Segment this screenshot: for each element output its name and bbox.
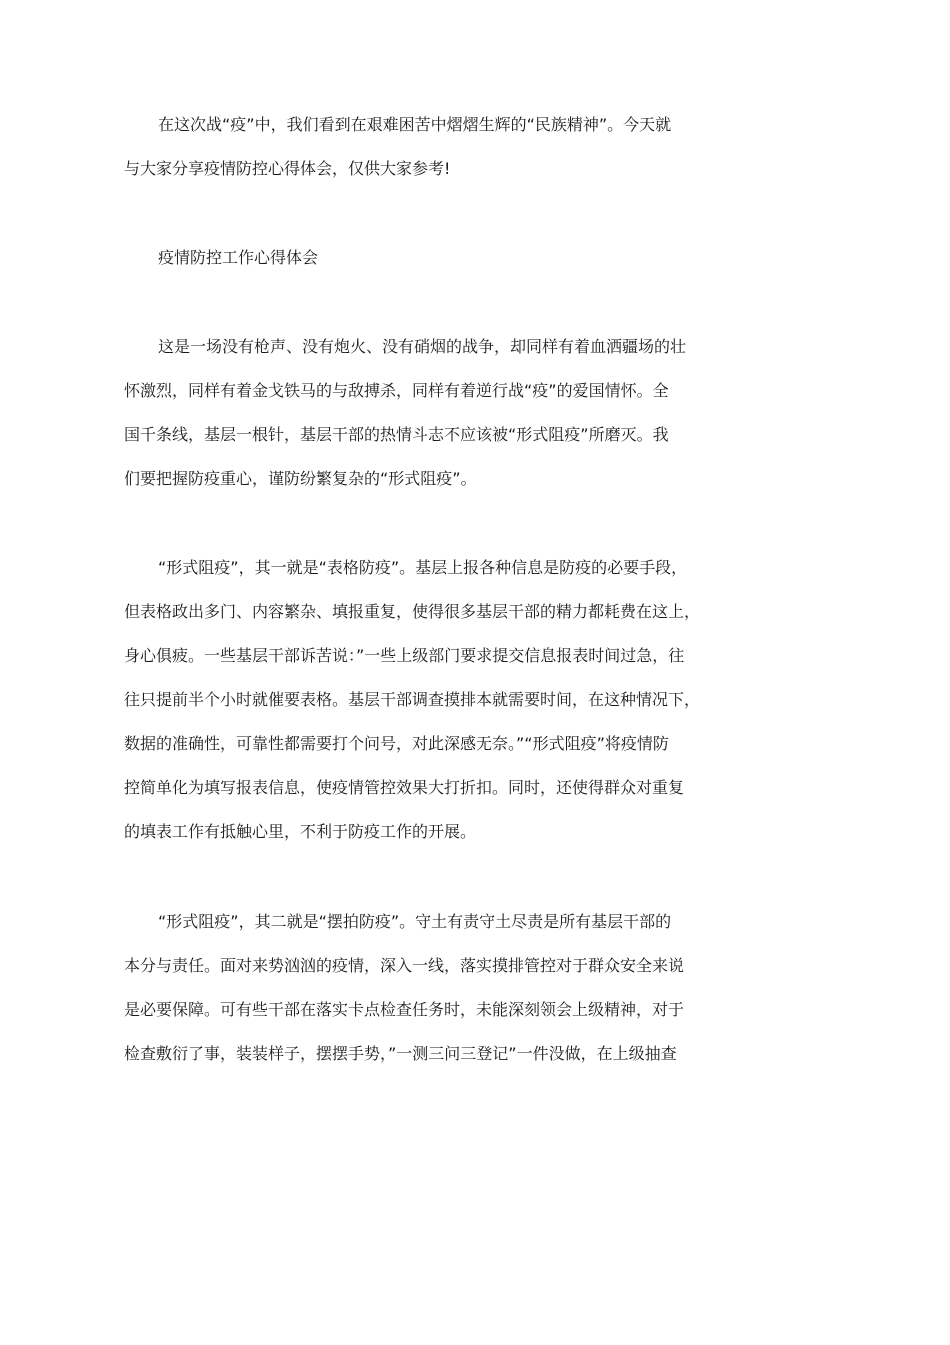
paragraph-line: 们要把握防疫重心，谨防纷繁复杂的“形式阻疫”。 [124, 469, 477, 488]
paragraph-line: 怀激烈，同样有着金戈铁马的与敌搏杀，同样有着逆行战“疫”的爱国情怀。全 [124, 381, 669, 400]
paragraph-line: “形式阻疫”，其一就是“表格防疫”。基层上报各种信息是防疫的必要手段， [158, 558, 688, 577]
body-paragraph-2 [124, 546, 724, 854]
paragraph-line: 与大家分享疫情防控心得体会，仅供大家参考! [124, 159, 451, 178]
paragraph-line: 在这次战“疫”中，我们看到在艰难困苦中熠熠生辉的“民族精神”。今天就 [158, 115, 672, 134]
paragraph-line: 的填表工作有抵触心里，不利于防疫工作的开展。 [124, 822, 477, 841]
body-paragraph-1 [124, 325, 724, 501]
section-title [124, 236, 724, 280]
paragraph-line: 控简单化为填写报表信息，使疫情管控效果大打折扣。同时，还使得群众对重复 [124, 778, 685, 797]
paragraph-line: 国千条线，基层一根针，基层干部的热情斗志不应该被“形式阻疫”所磨灭。我 [124, 425, 669, 444]
paragraph-line: “形式阻疫”，其二就是“摆拍防疫”。守土有责守土尽责是所有基层干部的 [158, 912, 672, 931]
paragraph-line: 身心俱疲。一些基层干部诉苦说：”一些上级部门要求提交信息报表时间过急，往 [124, 646, 685, 665]
section-title-text: 疫情防控工作心得体会 [158, 248, 319, 267]
paragraph-line: 是必要保障。可有些干部在落实卡点检查任务时，未能深刻领会上级精神，对于 [124, 1000, 685, 1019]
paragraph-line: 这是一场没有枪声、没有炮火、没有硝烟的战争，却同样有着血洒疆场的壮 [158, 337, 687, 356]
body-paragraph-3 [124, 900, 724, 1076]
paragraph-line: 检查敷衍了事，装装样子，摆摆手势，”一测三问三登记”一件没做，在上级抽查 [124, 1044, 677, 1063]
paragraph-line: 本分与责任。面对来势汹汹的疫情，深入一线，落实摸排管控对于群众安全来说 [124, 956, 685, 975]
paragraph-line: 往只提前半个小时就催要表格。基层干部调查摸排本就需要时间，在这种情况下， [124, 690, 701, 709]
intro-paragraph [124, 103, 724, 191]
paragraph-line: 但表格政出多门、内容繁杂、填报重复，使得很多基层干部的精力都耗费在这上， [124, 602, 701, 621]
paragraph-line: 数据的准确性，可靠性都需要打个问号，对此深感无奈。”“形式阻疫”将疫情防 [124, 734, 669, 753]
